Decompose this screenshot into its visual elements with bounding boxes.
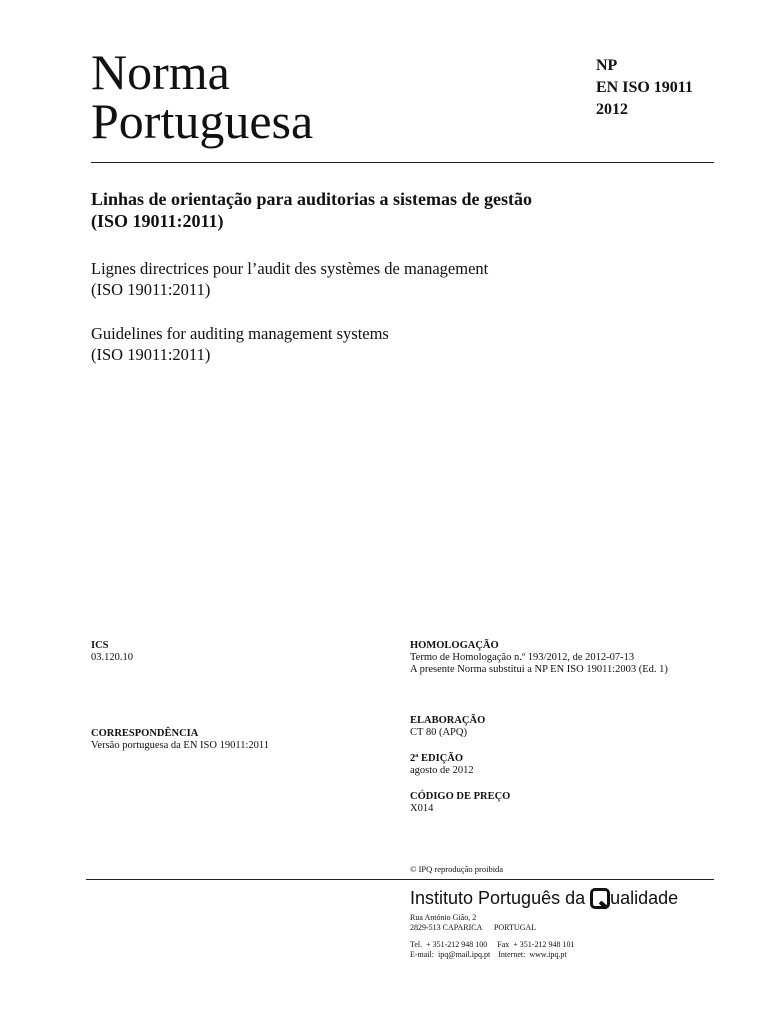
price-code-value: X014	[410, 803, 434, 814]
elaboration-label: ELABORAÇÃO	[410, 715, 486, 726]
q-logo-icon	[590, 888, 610, 909]
edition-value: agosto de 2012	[410, 765, 474, 776]
correspondence-label: CORRESPONDÊNCIA	[91, 728, 199, 739]
title-fr-line1: Lignes directrices pour l’audit des systèmes de management	[91, 259, 489, 278]
correspondence-value: Versão portuguesa da EN ISO 19011:2011	[91, 740, 269, 751]
edition-label: 2ª EDIÇÃO	[410, 753, 464, 764]
homologation-label: HOMOLOGAÇÃO	[410, 640, 499, 651]
institute-address	[410, 913, 536, 933]
edition-block	[410, 753, 474, 777]
homologation-block	[410, 640, 750, 676]
correspondence-block	[91, 728, 269, 752]
elaboration-block	[410, 715, 485, 739]
title-english	[91, 323, 731, 365]
standard-code-number: EN ISO 19011	[596, 79, 693, 96]
title-pt-line1: Linhas de orientação para auditorias a sistemas de gestão	[91, 189, 532, 209]
copyright-notice: © IPQ reprodução proibida	[410, 864, 504, 874]
price-code-label: CÓDIGO DE PREÇO	[410, 791, 511, 802]
title-portuguese	[91, 188, 731, 232]
title-pt-line2: (ISO 19011:2011)	[91, 211, 224, 231]
document-brand	[91, 44, 314, 149]
title-en-line2: (ISO 19011:2011)	[91, 345, 211, 364]
standard-code	[596, 55, 693, 121]
institute-logo	[410, 886, 678, 910]
standard-code-year: 2012	[596, 101, 628, 118]
title-fr-line2: (ISO 19011:2011)	[91, 280, 211, 299]
homologation-line2: A presente Norma substitui a NP EN ISO 19011:2003 (Ed. 1)	[410, 664, 668, 675]
institute-name-prefix: Instituto Português da	[410, 888, 586, 908]
header-divider	[91, 162, 714, 163]
brand-line-portuguesa: Portuguesa	[91, 93, 314, 149]
title-en-line1: Guidelines for auditing management systems	[91, 324, 389, 343]
brand-line-norma: Norma	[91, 44, 230, 100]
contact-email-web: E-mail: ipq@mail.ipq.pt Internet: www.ipq.pt	[410, 950, 567, 959]
homologation-line1: Termo de Homologação n.º 193/2012, de 2012-07-13	[410, 652, 635, 663]
ics-value: 03.120.10	[91, 652, 133, 663]
footer-divider	[86, 879, 714, 880]
address-line1: Rua António Gião, 2	[410, 913, 477, 922]
title-french	[91, 258, 731, 300]
ics-label: ICS	[91, 640, 109, 651]
address-line2: 2829-513 CAPARICA PORTUGAL	[410, 923, 537, 932]
institute-contact	[410, 940, 574, 960]
elaboration-value: CT 80 (APQ)	[410, 727, 467, 738]
institute-name-suffix: ualidade	[610, 888, 679, 908]
price-code-block	[410, 791, 510, 815]
contact-phone-fax: Tel. + 351-212 948 100 Fax + 351-212 948 101	[410, 940, 575, 949]
ics-block	[91, 640, 133, 664]
standard-code-np: NP	[596, 57, 618, 74]
